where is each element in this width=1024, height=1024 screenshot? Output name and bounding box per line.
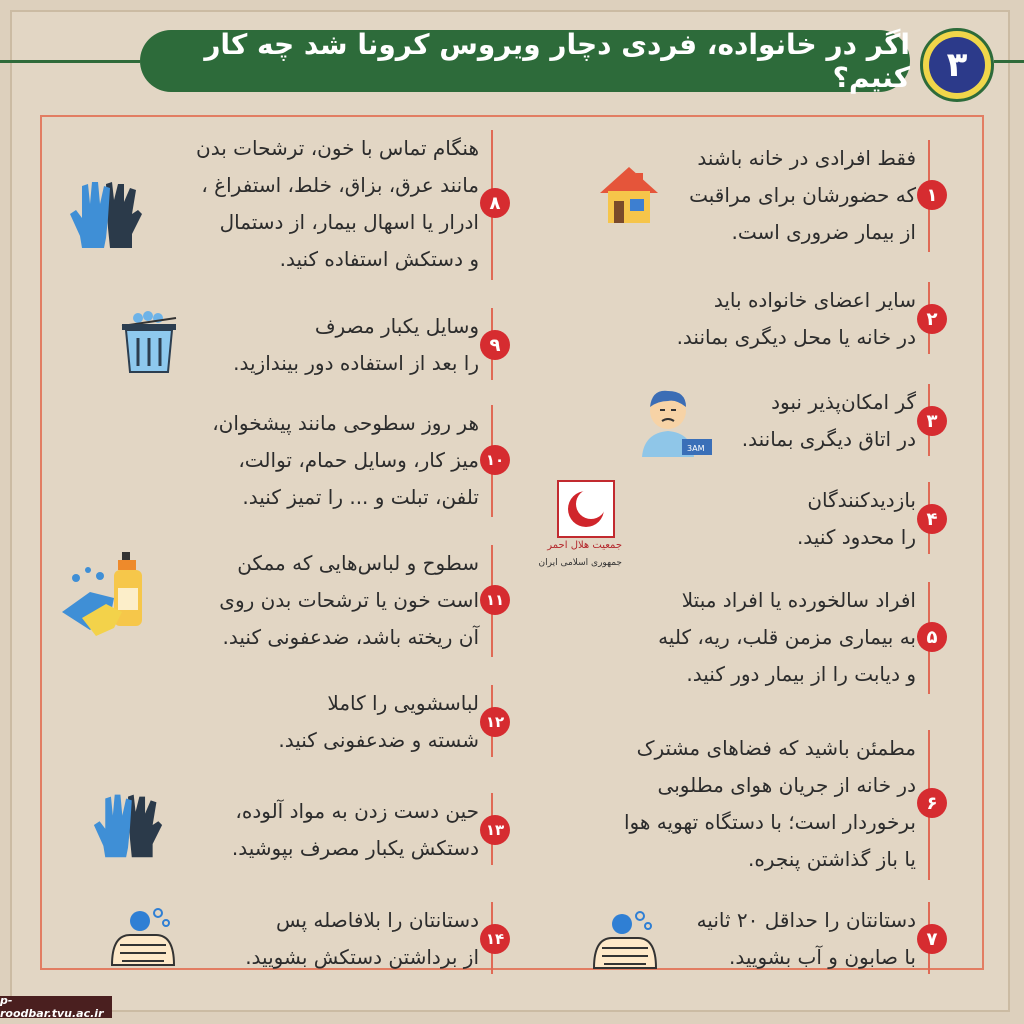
tip-number: ۲ [917, 304, 947, 334]
sanitizer-icon [60, 548, 152, 640]
tip-item-4 [610, 482, 938, 554]
tip-item-10 [153, 405, 505, 517]
handwash-icon [590, 908, 660, 976]
tip-number: ۶ [917, 788, 947, 818]
title-banner [140, 30, 910, 92]
tip-item-2 [610, 282, 938, 354]
clock-label: 3AM [687, 444, 705, 453]
tip-text: وسایل یکبار مصرف را بعد از استفاده دور بیندازید. [233, 314, 479, 375]
tip-number: ۱۲ [480, 707, 510, 737]
logo-name: جمعیت هلال احمر [547, 540, 622, 551]
tip-number: ۳ [917, 406, 947, 436]
tip-text: فقط افرادی در خانه باشند که حضورشان برای مراقبت از بیمار ضروری است. [689, 146, 916, 244]
section-number-badge [920, 28, 994, 102]
trash-can-icon [118, 308, 180, 374]
tip-number: ۴ [917, 504, 947, 534]
tip-number: ۹ [480, 330, 510, 360]
gloves-icon [68, 178, 144, 250]
tip-item-6 [590, 730, 938, 880]
tip-item-14 [173, 902, 505, 974]
tip-text: هر روز سطوحی مانند پیشخوان، میز کار، وسایل حمام، توالت، تلفن، تبلت و ... را تمیز کنید. [212, 411, 479, 509]
tip-number: ۱۰ [480, 445, 510, 475]
tip-item-9 [173, 308, 501, 380]
page-title: اگر در خانواده، فردی دچار ویروس کرونا شد چه کار کنیم؟ [204, 28, 910, 94]
logo-subtitle: جمهوری اسلامی ایران [538, 558, 622, 568]
house-icon [598, 165, 660, 225]
tip-text: افراد سالخورده یا افراد مبتلا به بیماری مزمن قلب، ریه، کلیه و دیابت را از بیمار دور کنید. [658, 588, 916, 686]
tip-number: ۱۳ [480, 815, 510, 845]
tip-text: حین دست زدن به مواد آلوده، دستکش یکبار مصرف بپوشید. [231, 799, 479, 860]
tip-item-11 [153, 545, 505, 657]
tip-item-13 [173, 793, 505, 865]
sick-person-icon [638, 385, 718, 457]
tip-item-8 [153, 130, 501, 280]
tip-number: ۱۱ [480, 585, 510, 615]
tip-item-12 [173, 685, 505, 757]
tip-text: بازدیدکنندگان را محدود کنید. [796, 488, 916, 549]
section-number: ۳ [929, 37, 985, 93]
tip-text: دستانتان را حداقل ۲۰ ثانیه با صابون و آب بشویید. [696, 908, 916, 969]
header-rule-right [994, 60, 1024, 63]
tip-text: سایر اعضای خانواده باید در خانه یا محل دیگری بمانند. [676, 288, 916, 349]
gloves-icon [92, 790, 164, 860]
tip-text: سطوح و لباس‌هایی که ممکن است خون یا ترشحات بدن روی آن ریخته باشد، ضدعفونی کنید. [219, 551, 479, 649]
tip-number: ۸ [480, 188, 510, 218]
red-crescent-logo-icon [557, 480, 615, 538]
tip-text: هنگام تماس با خون، ترشحات بدن مانند عرق، بزاق، خلط، استفراغ ، ادرار یا اسهال بیمار، از دستمال و دستکش استفاده کنید. [196, 136, 479, 271]
tip-text: گر امکان‌پذیر نبود در اتاق دیگری بمانند. [741, 390, 916, 451]
tip-number: ۱ [917, 180, 947, 210]
handwash-icon [108, 905, 178, 973]
tip-number: ۵ [917, 622, 947, 652]
tip-item-5 [590, 582, 938, 694]
tip-number: ۷ [917, 924, 947, 954]
tip-text: دستانتان را بلافاصله پس از برداشتن دستکش بشویید. [245, 908, 479, 969]
header-rule-left [0, 60, 140, 63]
tip-text: لباسشویی را کاملا شسته و ضدعفونی کنید. [278, 691, 479, 752]
watermark: p-roodbar.tvu.ac.ir [0, 996, 112, 1018]
tip-text: مطمئن باشید که فضاهای مشترک در خانه از جریان هوای مطلوبی برخوردار است؛ با دستگاه تهویه هوا یا باز گذاشتن پنجره. [624, 736, 916, 871]
tip-number: ۱۴ [480, 924, 510, 954]
